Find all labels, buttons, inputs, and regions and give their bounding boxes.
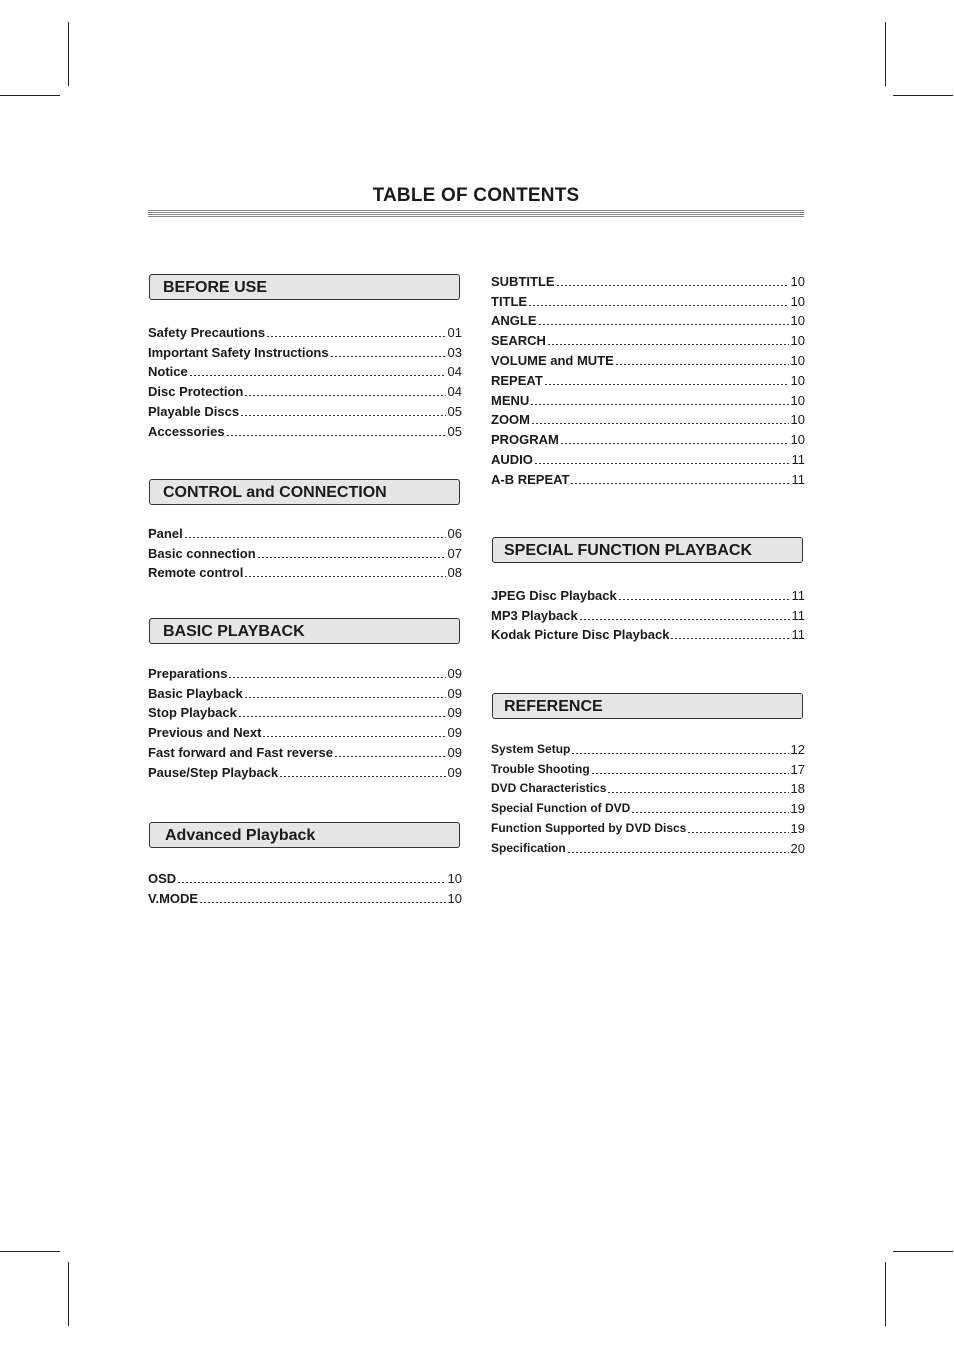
toc-entry[interactable] — [148, 701, 462, 721]
toc-entry-page: 04 — [447, 384, 462, 400]
toc-list-reference — [491, 737, 805, 856]
dot-leader — [619, 599, 790, 600]
dot-leader — [548, 344, 789, 345]
toc-entry[interactable] — [491, 777, 805, 797]
crop-mark — [893, 1251, 953, 1252]
toc-entry[interactable] — [491, 467, 805, 487]
dot-leader — [616, 364, 789, 365]
toc-entry[interactable] — [491, 388, 805, 408]
dot-leader — [241, 415, 445, 416]
crop-mark — [885, 22, 886, 86]
section-heading-basic-playback: BASIC PLAYBACK — [149, 618, 460, 644]
dot-leader — [331, 356, 446, 357]
toc-entry[interactable] — [491, 269, 805, 289]
dot-leader — [529, 305, 788, 306]
toc-entry-label: ZOOM — [491, 412, 530, 428]
section-heading-before-use: BEFORE USE — [149, 274, 460, 300]
toc-entry[interactable] — [491, 427, 805, 447]
toc-entry[interactable] — [148, 541, 462, 561]
dot-leader — [200, 902, 445, 903]
toc-entry[interactable] — [491, 757, 805, 777]
toc-entry[interactable] — [148, 399, 462, 419]
dot-leader — [227, 435, 446, 436]
crop-mark — [0, 95, 60, 96]
dot-leader — [229, 677, 445, 678]
dot-leader — [239, 716, 446, 717]
toc-entry-page: 05 — [447, 423, 462, 439]
toc-entry-page: 09 — [447, 665, 462, 681]
toc-entry-label: OSD — [148, 870, 177, 886]
toc-entry-label: JPEG Disc Playback — [491, 587, 617, 603]
toc-entry-page: 10 — [790, 392, 805, 408]
toc-entry-label: SUBTITLE — [491, 273, 555, 289]
toc-entry-page: 10 — [790, 293, 805, 309]
dot-leader — [580, 619, 790, 620]
toc-entry-page: 17 — [790, 761, 805, 777]
toc-entry-page: 09 — [447, 725, 462, 741]
toc-entry-page: 11 — [791, 451, 805, 467]
toc-entry-label: ANGLE — [491, 313, 537, 329]
toc-entry-page: 10 — [790, 313, 805, 329]
toc-entry-page: 06 — [447, 525, 462, 541]
toc-entry[interactable] — [148, 740, 462, 760]
section-heading-advanced-playback: Advanced Playback — [149, 822, 460, 848]
dot-leader — [571, 483, 789, 484]
dot-leader — [258, 557, 446, 558]
toc-entry-page: 11 — [791, 587, 805, 603]
toc-entry-page: 19 — [790, 801, 805, 817]
toc-entry-label: Basic connection — [148, 545, 256, 561]
toc-entry[interactable] — [491, 583, 805, 603]
toc-entry-page: 09 — [447, 705, 462, 721]
section-heading-special-function: SPECIAL FUNCTION PLAYBACK — [492, 537, 803, 563]
toc-entry-label: Special Function of DVD — [491, 801, 631, 816]
toc-entry[interactable] — [148, 886, 462, 906]
dot-leader — [561, 443, 789, 444]
toc-list-advanced-playback — [148, 866, 462, 906]
toc-entry-label: DVD Characteristics — [491, 781, 607, 796]
toc-entry-label: Preparations — [148, 665, 228, 681]
dot-leader — [592, 773, 789, 774]
toc-entry[interactable] — [148, 866, 462, 886]
toc-entry-label: MP3 Playback — [491, 607, 578, 623]
toc-entry-label: AUDIO — [491, 451, 533, 467]
toc-entry[interactable] — [148, 419, 462, 439]
toc-entry[interactable] — [148, 379, 462, 399]
toc-entry-page: 10 — [790, 432, 805, 448]
toc-entry-label: Safety Precautions — [148, 324, 266, 340]
page-title: TABLE OF CONTENTS — [372, 185, 580, 206]
toc-entry-page: 11 — [791, 627, 805, 643]
toc-entry-label: REPEAT — [491, 372, 543, 388]
dot-leader — [190, 375, 446, 376]
toc-entry[interactable] — [491, 623, 805, 643]
toc-entry-label: Panel — [148, 525, 183, 541]
section-heading-reference: REFERENCE — [492, 693, 803, 719]
toc-entry-page: 20 — [790, 840, 805, 856]
dot-leader — [688, 832, 788, 833]
toc-entry-page: 10 — [790, 372, 805, 388]
toc-entry[interactable] — [491, 816, 805, 836]
toc-entry-page: 10 — [790, 412, 805, 428]
toc-entry[interactable] — [148, 681, 462, 701]
crop-mark — [885, 1262, 886, 1326]
toc-entry[interactable] — [491, 603, 805, 623]
toc-entry-label: Basic Playback — [148, 685, 243, 701]
dot-leader — [671, 638, 789, 639]
toc-list-before-use — [148, 320, 462, 439]
toc-entry[interactable] — [491, 309, 805, 329]
dot-leader — [245, 395, 445, 396]
toc-entry-page: 05 — [447, 403, 462, 419]
dot-leader — [280, 776, 445, 777]
dot-leader — [572, 753, 788, 754]
dot-leader — [539, 324, 789, 325]
toc-entry[interactable] — [148, 320, 462, 340]
toc-entry-page: 10 — [790, 352, 805, 368]
toc-entry-label: System Setup — [491, 741, 571, 756]
toc-entry[interactable] — [148, 720, 462, 740]
toc-entry-label: Remote control — [148, 565, 244, 581]
section-heading-control-connection: CONTROL and CONNECTION — [149, 479, 460, 505]
dot-leader — [178, 882, 445, 883]
toc-entry-label: Trouble Shooting — [491, 761, 590, 776]
toc-entry-page: 11 — [791, 607, 805, 623]
toc-entry-label: PROGRAM — [491, 432, 559, 448]
toc-entry-page: 18 — [790, 781, 805, 797]
toc-entry-page: 03 — [447, 344, 462, 360]
toc-entry[interactable] — [491, 796, 805, 816]
toc-entry-label: Notice — [148, 364, 188, 380]
toc-entry[interactable] — [148, 661, 462, 681]
toc-entry-page: 01 — [447, 324, 462, 340]
toc-entry-label: Playable Discs — [148, 403, 240, 419]
dot-leader — [245, 576, 445, 577]
toc-entry[interactable] — [491, 289, 805, 309]
toc-list-special-function — [491, 583, 805, 642]
toc-entry-page: 09 — [447, 744, 462, 760]
toc-entry[interactable] — [491, 836, 805, 856]
dot-leader — [267, 336, 445, 337]
toc-entry-page: 10 — [790, 273, 805, 289]
toc-entry[interactable] — [491, 408, 805, 428]
toc-entry-label: Disc Protection — [148, 384, 244, 400]
toc-list-basic-playback — [148, 661, 462, 780]
toc-entry[interactable] — [491, 328, 805, 348]
toc-list-control-connection — [148, 521, 462, 580]
toc-entry-label: VOLUME and MUTE — [491, 352, 614, 368]
toc-entry-page: 11 — [791, 471, 805, 487]
toc-entry-label: Accessories — [148, 423, 225, 439]
toc-entry[interactable] — [491, 737, 805, 757]
toc-entry-label: Specification — [491, 840, 566, 855]
dot-leader — [245, 697, 446, 698]
toc-list-advanced-continued — [491, 269, 805, 487]
toc-entry[interactable] — [148, 561, 462, 581]
toc-entry-label: V.MODE — [148, 890, 199, 906]
toc-entry-label: MENU — [491, 392, 530, 408]
dot-leader — [532, 423, 789, 424]
dot-leader — [545, 384, 789, 385]
dot-leader — [568, 852, 789, 853]
toc-entry-label: Stop Playback — [148, 705, 237, 721]
toc-entry-page: 09 — [447, 764, 462, 780]
title-rule — [148, 210, 804, 218]
toc-entry[interactable] — [148, 521, 462, 541]
toc-entry-label: SEARCH — [491, 333, 546, 349]
toc-entry-label: A-B REPEAT — [491, 471, 570, 487]
toc-entry-label: Kodak Picture Disc Playback — [491, 627, 670, 643]
dot-leader — [335, 756, 446, 757]
crop-mark — [68, 22, 69, 86]
toc-entry-page: 19 — [790, 820, 805, 836]
toc-entry-label: TITLE — [491, 293, 528, 309]
dot-leader — [632, 812, 788, 813]
toc-entry-page: 09 — [447, 685, 462, 701]
crop-mark — [0, 1251, 60, 1252]
toc-entry-label: Pause/Step Playback — [148, 764, 279, 780]
toc-entry-page: 04 — [447, 364, 462, 380]
crop-mark — [68, 1262, 69, 1326]
dot-leader — [535, 463, 790, 464]
toc-entry-page: 08 — [447, 565, 462, 581]
toc-entry-page: 12 — [790, 741, 805, 757]
dot-leader — [557, 285, 789, 286]
dot-leader — [531, 404, 788, 405]
toc-entry[interactable] — [148, 760, 462, 780]
toc-entry[interactable] — [491, 447, 805, 467]
dot-leader — [185, 537, 446, 538]
toc-entry[interactable] — [491, 348, 805, 368]
dot-leader — [263, 736, 445, 737]
crop-mark — [893, 95, 953, 96]
toc-entry-label: Previous and Next — [148, 725, 262, 741]
toc-entry-page: 10 — [447, 870, 462, 886]
toc-entry[interactable] — [148, 340, 462, 360]
toc-entry-page: 10 — [447, 890, 462, 906]
dot-leader — [608, 792, 788, 793]
toc-entry-label: Fast forward and Fast reverse — [148, 744, 333, 760]
toc-entry-page: 07 — [447, 545, 462, 561]
toc-entry-page: 10 — [790, 333, 805, 349]
toc-entry[interactable] — [148, 360, 462, 380]
toc-entry-label: Important Safety Instructions — [148, 344, 329, 360]
toc-entry[interactable] — [491, 368, 805, 388]
toc-entry-label: Function Supported by DVD Discs — [491, 820, 687, 835]
